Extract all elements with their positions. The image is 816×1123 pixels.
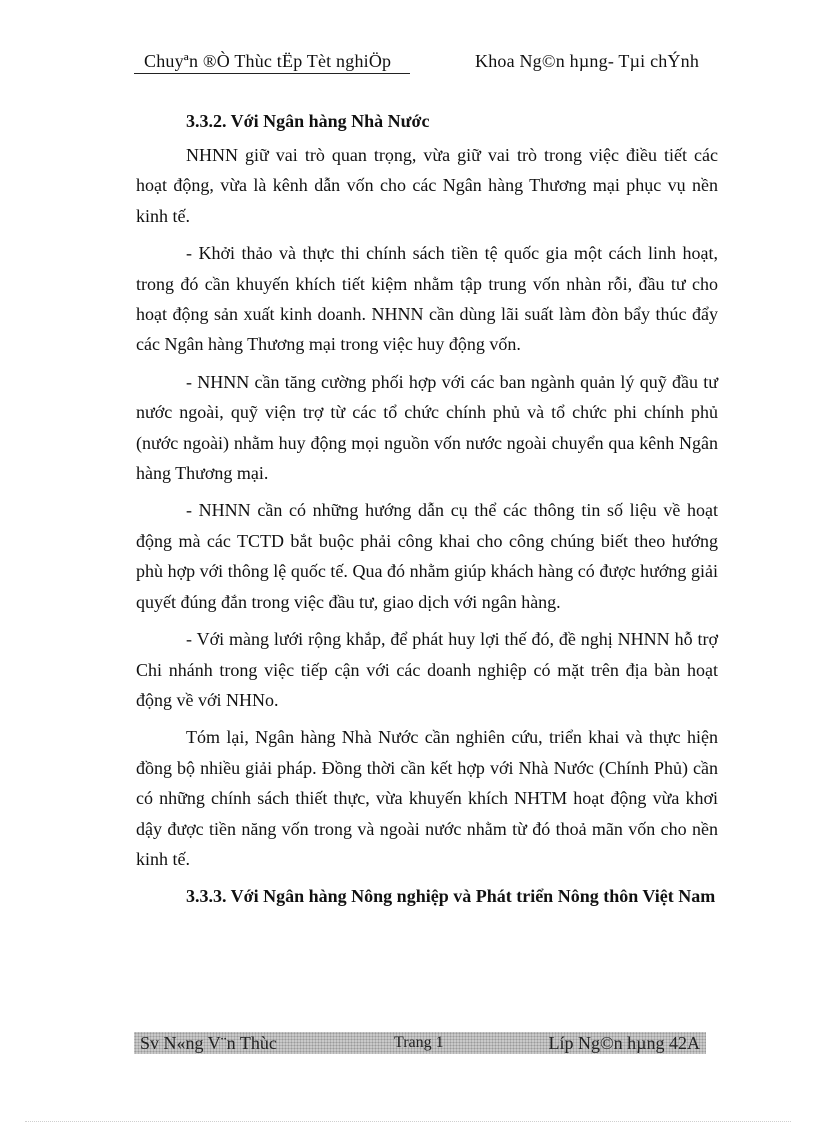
- page-bottom-divider: [25, 1121, 791, 1122]
- paragraph-1: NHNN giữ vai trò quan trọng, vừa giữ vai trò trong việc điều tiết các hoạt động, vừa là kênh dẫn vốn cho các Ngân hàng Thương mại phục vụ nền kinh tế.: [136, 145, 718, 226]
- document-body: [136, 106, 718, 920]
- footer-student-name: Sv N«ng V¨n Thùc: [140, 1033, 277, 1053]
- footer-page-number: Trang 1: [394, 1034, 444, 1051]
- footer-class-name: Líp Ng©n hµng 42A: [548, 1033, 700, 1053]
- header-right-department: Khoa Ng©n hµng- Tµi chÝnh: [475, 51, 700, 71]
- paragraph-4: - NHNN cần có những hướng dẫn cụ thể các thông tin số liệu về hoạt động mà các TCTD bắt buộc phải công khai cho công chúng biết theo hướng phù hợp với thông lệ quốc tế. Qua đó nhằm giúp khách hàng có được hướng giải quyết đúng đắn trong việc đầu tư, giao dịch với ngân hàng.: [136, 500, 718, 612]
- paragraph-6: Tóm lại, Ngân hàng Nhà Nước cần nghiên cứu, triển khai và thực hiện đồng bộ nhiều giải pháp. Đồng thời cần kết hợp với Nhà Nước (Chính Phủ) cần có những chính sách thiết thực, vừa khuyến khích NHTM hoạt động vừa khơi dậy được tiền năng vốn trong và ngoài nước nhằm từ đó thoả mãn vốn cho nền kinh tế.: [136, 727, 718, 869]
- header-left-title: Chuyªn ®Ò Thùc tËp Tèt nghiÖp: [134, 50, 410, 74]
- section-heading-3-3-3: 3.3.3. Với Ngân hàng Nông nghiệp và Phát triển Nông thôn Việt Nam: [186, 886, 716, 907]
- section-heading-3-3-2: 3.3.2. Với Ngân hàng Nhà Nước: [186, 111, 430, 131]
- paragraph-3: - NHNN cần tăng cường phối hợp với các ban ngành quản lý quỹ đầu tư nước ngoài, quỹ viện trợ từ các tổ chức chính phủ và tổ chức phi chính phủ (nước ngoài) nhằm huy động mọi nguồn vốn nước ngoài chuyển qua kênh Ngân hàng Thương mại.: [136, 371, 718, 484]
- paragraph-5: - Với màng lưới rộng khắp, để phát huy lợi thế đó, đề nghị NHNN hỗ trợ Chi nhánh trong việc tiếp cận với các doanh nghiệp có mặt trên địa bàn hoạt động về với NHNo.: [136, 629, 718, 710]
- paragraph-2: - Khởi thảo và thực thi chính sách tiền tệ quốc gia một cách linh hoạt, trong đó cần khuyến khích tiết kiệm nhằm tập trung vốn nhàn rỗi, đầu tư cho hoạt động sản xuất kinh doanh. NHNN cần dùng lãi suất làm đòn bẩy thúc đẩy các Ngân hàng Thương mại trong việc huy động vốn.: [136, 243, 718, 355]
- page-footer: [134, 1032, 706, 1054]
